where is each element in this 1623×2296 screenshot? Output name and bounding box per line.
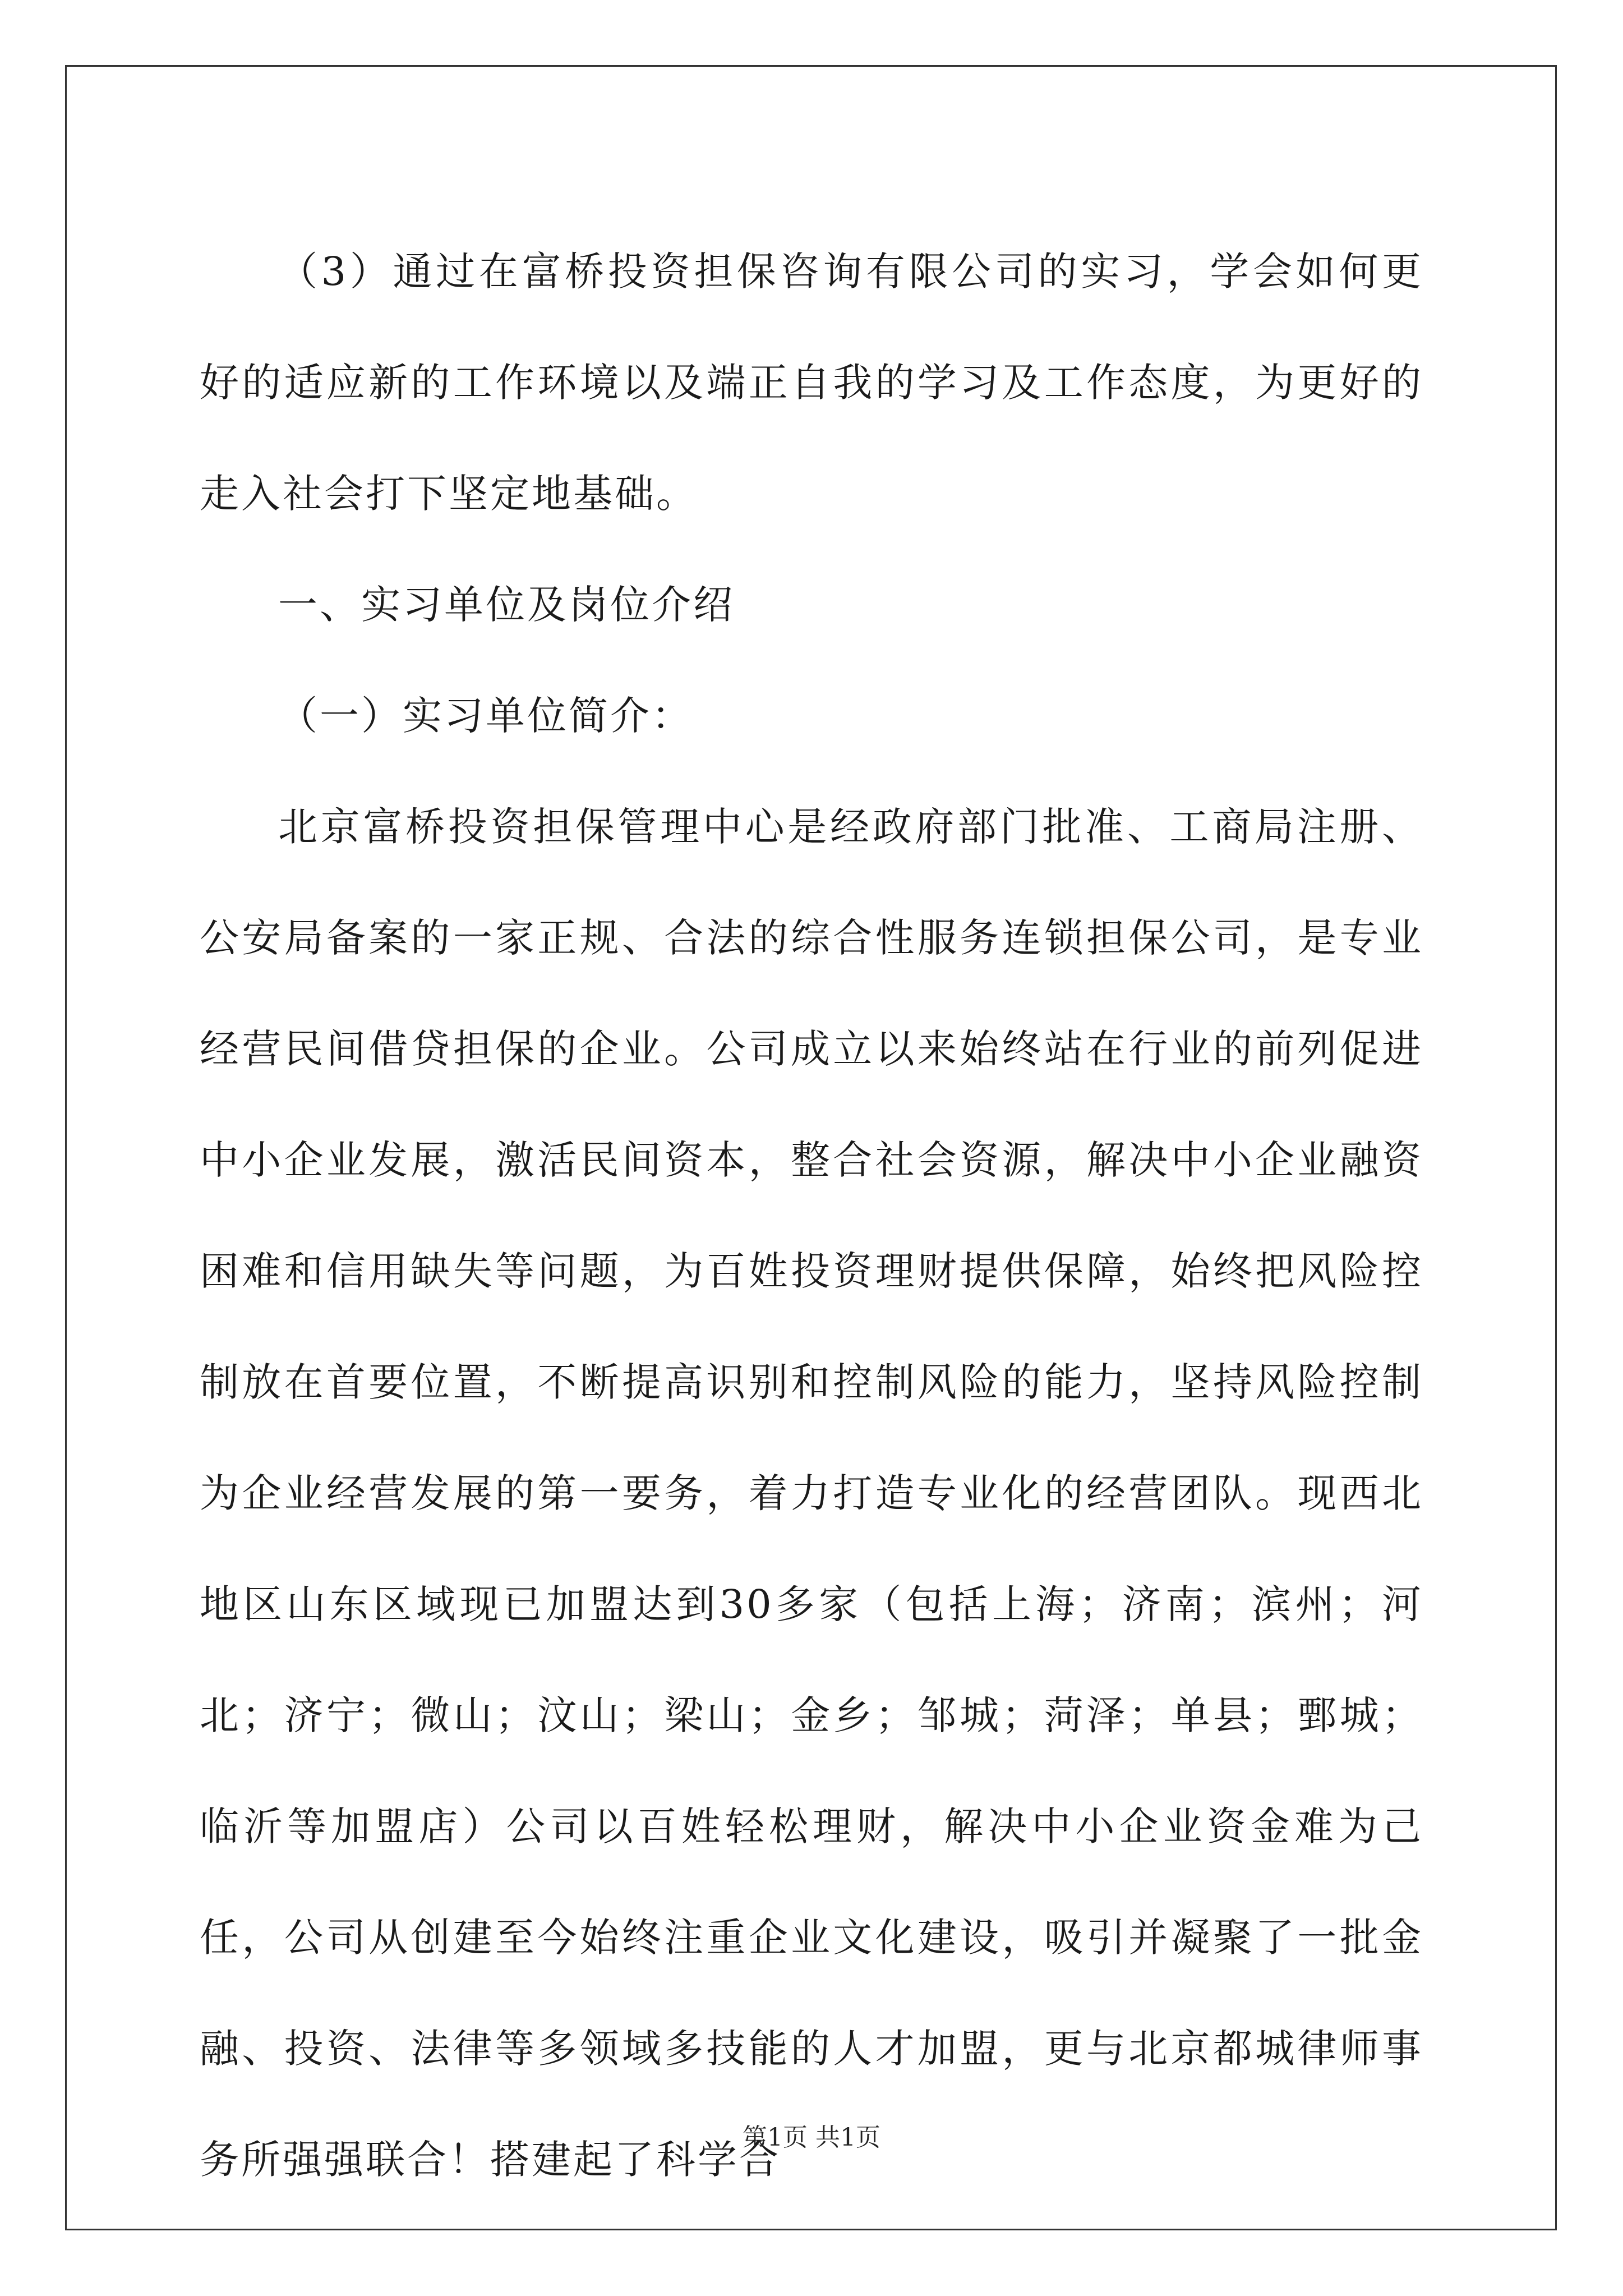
paragraph-company-intro: 北京富桥投资担保管理中心是经政府部门批准、工商局注册、公安局备案的一家正规、合法的综合性服务连锁担保公司，是专业经营民间借贷担保的企业。公司成立以来始终站在行业的前列促进中小企业发展，激活民间资本，整合社会资源，解决中小企业融资困难和信用缺失等问题，为百姓投资理财提供保障，始终把风险控制放在首要位置，不断提高识别和控制风险的能力，坚持风险控制为企业经营发展的第一要务，着力打造专业化的经营团队。现西北地区山东区域现已加盟达到30多家（包括上海；济南；滨州；河北；济宁；微山；汶山；梁山；金乡；邹城；菏泽；单县；鄄城；临沂等加盟店）公司以百姓轻松理财，解决中小企业资金难为己任，公司从创建至今始终注重企业文化建设，吸引并凝聚了一批金融、投资、法律等多领域多技能的人才加盟，更与北京都城律师事务所强强联合！搭建起了科学合: [200, 804, 1423, 2183]
subsection-heading: （一）实习单位简介：: [278, 693, 693, 739]
page-footer: 第1页 共1页: [743, 2123, 880, 2152]
section-heading: 一、实习单位及岗位介绍: [278, 582, 735, 628]
document-body: [200, 216, 1423, 2215]
paragraph-purpose: （3）通过在富桥投资担保咨询有限公司的实习，学会如何更好的适应新的工作环境以及端正自我的学习及工作态度，为更好的走入社会打下坚定地基础。: [200, 249, 1423, 517]
